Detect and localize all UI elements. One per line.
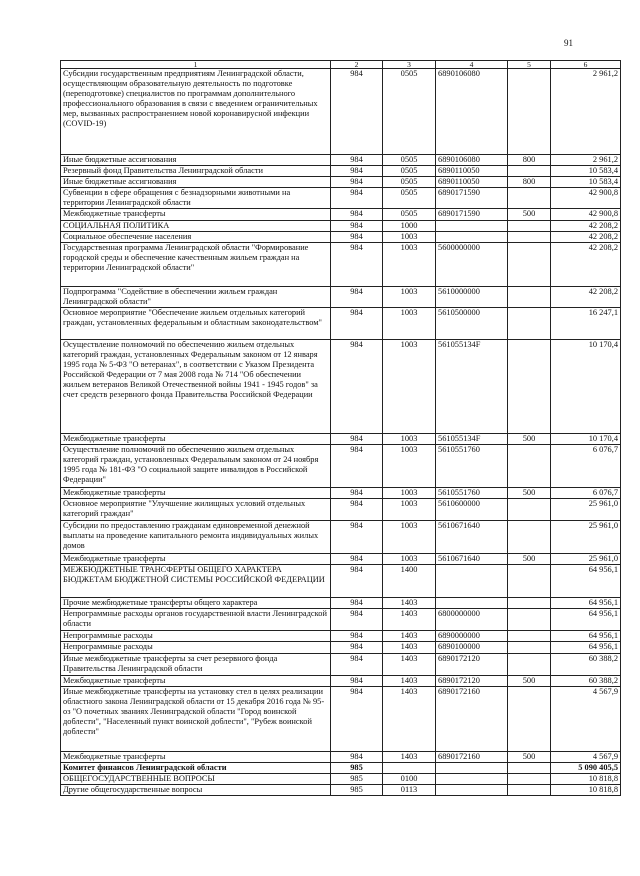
row-section: 1403 <box>383 609 436 631</box>
row-expense-type <box>508 773 551 784</box>
table-row <box>61 499 621 521</box>
table-row <box>61 220 621 231</box>
row-target-article: 5610671640 <box>436 521 508 554</box>
row-target-article: 6890172160 <box>436 686 508 751</box>
row-amount: 25 961,0 <box>551 554 621 565</box>
row-name: Основное мероприятие "Обеспечение жильем отдельных категорий граждан, установленных федеральным и областным законодательством" <box>61 307 331 339</box>
row-amount: 6 076,7 <box>551 445 621 488</box>
row-expense-type <box>508 521 551 554</box>
row-target-article <box>436 784 508 795</box>
row-amount: 10 818,8 <box>551 784 621 795</box>
row-expense-type <box>508 242 551 286</box>
row-name: Осуществление полномочий по обеспечению жильем отдельных категорий граждан, установленных Федеральным законом от 12 января 1995 года № 5-ФЗ "О ветеранах", в соответствии с Указом Президента Российской Федерации от 7 мая 2008 года № 714 "Об обеспечении жильем ветеранов Великой Отечественной войны 1941 - 1945 годов" за счет средств резервного фонда Правительства Российской Федерации <box>61 339 331 433</box>
row-grbs: 984 <box>331 609 383 631</box>
row-target-article <box>436 231 508 242</box>
row-amount: 2 961,2 <box>551 155 621 166</box>
row-amount: 42 900,8 <box>551 188 621 209</box>
row-section: 1003 <box>383 488 436 499</box>
row-grbs: 984 <box>331 653 383 675</box>
row-name: Межбюджетные трансферты <box>61 675 331 686</box>
row-amount: 2 961,2 <box>551 69 621 155</box>
table-row <box>61 773 621 784</box>
row-target-article: 5610551760 <box>436 445 508 488</box>
row-name: Непрограммные расходы <box>61 642 331 653</box>
table-row <box>61 339 621 433</box>
row-grbs: 984 <box>331 209 383 220</box>
table-row <box>61 751 621 762</box>
row-amount: 10 170,4 <box>551 339 621 433</box>
row-section: 1403 <box>383 642 436 653</box>
table-row <box>61 653 621 675</box>
row-amount: 42 208,2 <box>551 286 621 307</box>
row-expense-type <box>508 166 551 177</box>
row-name: СОЦИАЛЬНАЯ ПОЛИТИКА <box>61 220 331 231</box>
row-grbs: 984 <box>331 231 383 242</box>
row-target-article <box>436 773 508 784</box>
row-name: Социальное обеспечение населения <box>61 231 331 242</box>
row-section: 0505 <box>383 188 436 209</box>
row-section: 1403 <box>383 686 436 751</box>
row-amount: 64 956,1 <box>551 642 621 653</box>
table-row <box>61 675 621 686</box>
row-section <box>383 762 436 773</box>
row-amount: 42 208,2 <box>551 231 621 242</box>
table-row <box>61 166 621 177</box>
row-amount: 42 900,8 <box>551 209 621 220</box>
row-section: 1003 <box>383 307 436 339</box>
row-expense-type <box>508 188 551 209</box>
row-target-article: 5600000000 <box>436 242 508 286</box>
row-section: 1403 <box>383 751 436 762</box>
row-target-article: 6890171590 <box>436 209 508 220</box>
row-section: 1403 <box>383 675 436 686</box>
row-target-article <box>436 565 508 598</box>
row-name: ОБЩЕГОСУДАРСТВЕННЫЕ ВОПРОСЫ <box>61 773 331 784</box>
row-grbs: 984 <box>331 565 383 598</box>
row-section: 1403 <box>383 631 436 642</box>
table-row <box>61 598 621 609</box>
header-col-2: 2 <box>331 61 383 69</box>
row-name: Межбюджетные трансферты <box>61 433 331 444</box>
row-name: Межбюджетные трансферты <box>61 751 331 762</box>
header-col-5: 5 <box>508 61 551 69</box>
row-name: Межбюджетные трансферты <box>61 554 331 565</box>
table-row <box>61 642 621 653</box>
row-target-article: 5610500000 <box>436 307 508 339</box>
row-grbs: 984 <box>331 445 383 488</box>
table-row <box>61 762 621 773</box>
row-grbs: 984 <box>331 307 383 339</box>
table-row <box>61 188 621 209</box>
row-amount: 64 956,1 <box>551 598 621 609</box>
row-section: 1003 <box>383 231 436 242</box>
row-expense-type <box>508 445 551 488</box>
row-section: 0113 <box>383 784 436 795</box>
row-expense-type <box>508 642 551 653</box>
row-amount: 60 388,2 <box>551 675 621 686</box>
row-grbs: 984 <box>331 499 383 521</box>
row-target-article: 6890171590 <box>436 188 508 209</box>
table-row <box>61 445 621 488</box>
row-section: 1003 <box>383 433 436 444</box>
row-expense-type <box>508 653 551 675</box>
row-target-article <box>436 598 508 609</box>
header-row <box>61 61 621 69</box>
row-target-article: 6890000000 <box>436 631 508 642</box>
row-name: Подпрограмма "Содействие в обеспечении жильем граждан Ленинградской области" <box>61 286 331 307</box>
row-name: Межбюджетные трансферты <box>61 209 331 220</box>
header-col-4: 4 <box>436 61 508 69</box>
row-name: Иные бюджетные ассигнования <box>61 155 331 166</box>
row-name: Другие общегосударственные вопросы <box>61 784 331 795</box>
row-section: 1003 <box>383 339 436 433</box>
row-name: Государственная программа Ленинградской области "Формирование городской среды и обеспечение качественным жильем граждан на территории Ленинградской области" <box>61 242 331 286</box>
table-row <box>61 488 621 499</box>
row-expense-type <box>508 499 551 521</box>
table-row <box>61 231 621 242</box>
row-grbs: 984 <box>331 675 383 686</box>
row-name: МЕЖБЮДЖЕТНЫЕ ТРАНСФЕРТЫ ОБЩЕГО ХАРАКТЕРА БЮДЖЕТАМ БЮДЖЕТНОЙ СИСТЕМЫ РОССИЙСКОЙ ФЕДЕРАЦИИ <box>61 565 331 598</box>
row-amount: 25 961,0 <box>551 499 621 521</box>
table-row <box>61 433 621 444</box>
row-name: Прочие межбюджетные трансферты общего характера <box>61 598 331 609</box>
row-target-article <box>436 220 508 231</box>
row-target-article: 6890110050 <box>436 177 508 188</box>
row-amount: 64 956,1 <box>551 565 621 598</box>
row-grbs: 984 <box>331 166 383 177</box>
row-amount: 64 956,1 <box>551 631 621 642</box>
row-expense-type <box>508 220 551 231</box>
row-grbs: 985 <box>331 762 383 773</box>
row-expense-type <box>508 631 551 642</box>
row-target-article: 5610000000 <box>436 286 508 307</box>
table-row <box>61 69 621 155</box>
table-row <box>61 554 621 565</box>
row-section: 1003 <box>383 499 436 521</box>
row-grbs: 984 <box>331 220 383 231</box>
row-name: Непрограммные расходы органов государственной власти Ленинградской области <box>61 609 331 631</box>
row-name: Непрограммные расходы <box>61 631 331 642</box>
row-expense-type <box>508 69 551 155</box>
table-row <box>61 784 621 795</box>
row-grbs: 984 <box>331 242 383 286</box>
row-section: 0100 <box>383 773 436 784</box>
table-row <box>61 565 621 598</box>
row-section: 0505 <box>383 166 436 177</box>
row-grbs: 984 <box>331 686 383 751</box>
row-grbs: 984 <box>331 554 383 565</box>
row-amount: 4 567,9 <box>551 751 621 762</box>
row-name: Иные бюджетные ассигнования <box>61 177 331 188</box>
row-name: Осуществление полномочий по обеспечению жильем отдельных категорий граждан, установленных Федеральным законом от 24 ноября 1995 года № 181-ФЗ "О социальной защите инвалидов в Российской Федерации" <box>61 445 331 488</box>
row-amount: 25 961,0 <box>551 521 621 554</box>
row-target-article: 561055134F <box>436 433 508 444</box>
row-expense-type: 500 <box>508 488 551 499</box>
row-grbs: 984 <box>331 521 383 554</box>
row-expense-type: 500 <box>508 751 551 762</box>
row-amount: 10 170,4 <box>551 433 621 444</box>
row-amount: 10 583,4 <box>551 166 621 177</box>
row-amount: 42 208,2 <box>551 242 621 286</box>
row-name: Субвенции в сфере обращения с безнадзорными животными на территории Ленинградской области <box>61 188 331 209</box>
row-expense-type: 500 <box>508 675 551 686</box>
row-target-article: 5610600000 <box>436 499 508 521</box>
row-target-article: 6890172120 <box>436 675 508 686</box>
table-row <box>61 155 621 166</box>
row-expense-type: 800 <box>508 155 551 166</box>
table-row <box>61 521 621 554</box>
table-row <box>61 686 621 751</box>
row-target-article: 6890110050 <box>436 166 508 177</box>
row-name: Основное мероприятие "Улучшение жилищных условий отдельных категорий граждан" <box>61 499 331 521</box>
table-row <box>61 609 621 631</box>
row-grbs: 984 <box>331 598 383 609</box>
row-expense-type: 500 <box>508 554 551 565</box>
row-section: 1400 <box>383 565 436 598</box>
table-row <box>61 209 621 220</box>
row-amount: 60 388,2 <box>551 653 621 675</box>
table-row <box>61 631 621 642</box>
row-expense-type <box>508 686 551 751</box>
row-expense-type <box>508 339 551 433</box>
row-amount: 6 076,7 <box>551 488 621 499</box>
header-col-1: 1 <box>61 61 331 69</box>
row-target-article: 6890106080 <box>436 69 508 155</box>
row-name: Межбюджетные трансферты <box>61 488 331 499</box>
row-section: 0505 <box>383 155 436 166</box>
row-grbs: 984 <box>331 339 383 433</box>
row-expense-type <box>508 598 551 609</box>
row-section: 1403 <box>383 598 436 609</box>
row-expense-type <box>508 231 551 242</box>
row-name: Резервный фонд Правительства Ленинградской области <box>61 166 331 177</box>
row-amount: 4 567,9 <box>551 686 621 751</box>
row-amount: 42 208,2 <box>551 220 621 231</box>
row-target-article: 5610551760 <box>436 488 508 499</box>
row-target-article: 6890172160 <box>436 751 508 762</box>
row-grbs: 984 <box>331 69 383 155</box>
row-section: 0505 <box>383 209 436 220</box>
header-col-6: 6 <box>551 61 621 69</box>
row-target-article: 6890100000 <box>436 642 508 653</box>
row-target-article: 6800000000 <box>436 609 508 631</box>
row-amount: 64 956,1 <box>551 609 621 631</box>
row-section: 1403 <box>383 653 436 675</box>
row-section: 1003 <box>383 286 436 307</box>
header-col-3: 3 <box>383 61 436 69</box>
row-grbs: 984 <box>331 751 383 762</box>
row-target-article: 6890172120 <box>436 653 508 675</box>
row-amount: 10 818,8 <box>551 773 621 784</box>
row-target-article: 5610671640 <box>436 554 508 565</box>
row-name: Субсидии по предоставлению гражданам единовременной денежной выплаты на проведение капитального ремонта индивидуальных жилых домов <box>61 521 331 554</box>
row-expense-type <box>508 609 551 631</box>
row-expense-type <box>508 307 551 339</box>
row-name: Иные межбюджетные трансферты за счет резервного фонда Правительства Ленинградской области <box>61 653 331 675</box>
row-grbs: 984 <box>331 188 383 209</box>
row-grbs: 984 <box>331 642 383 653</box>
table-row <box>61 307 621 339</box>
row-section: 1003 <box>383 445 436 488</box>
row-expense-type: 500 <box>508 209 551 220</box>
row-section: 0505 <box>383 69 436 155</box>
row-target-article <box>436 762 508 773</box>
row-target-article: 561055134F <box>436 339 508 433</box>
row-grbs: 984 <box>331 177 383 188</box>
row-name: Субсидии государственным предприятиям Ленинградской области, осуществляющим образовательную деятельность по подготовке (переподготовке) специалистов по программам дополнительного профессионального образования в связи с введением ограничительных мер, вызванных распространением новой коронавирусной инфекции (COVID-19) <box>61 69 331 155</box>
page-number: 91 <box>564 38 573 48</box>
row-section: 1003 <box>383 554 436 565</box>
table-row <box>61 242 621 286</box>
row-name: Комитет финансов Ленинградской области <box>61 762 331 773</box>
row-grbs: 985 <box>331 784 383 795</box>
row-expense-type <box>508 762 551 773</box>
row-name: Иные межбюджетные трансферты на установку стел в целях реализации областного закона Ленинградской области от 15 декабря 2016 года № 95-оз "О почетных званиях Ленинградской области "Город воинской доблести", "Населенный пункт воинской доблести", "Рубеж воинской доблести" <box>61 686 331 751</box>
budget-table <box>60 60 621 796</box>
row-section: 0505 <box>383 177 436 188</box>
row-expense-type: 800 <box>508 177 551 188</box>
row-section: 1003 <box>383 521 436 554</box>
row-expense-type: 500 <box>508 433 551 444</box>
row-expense-type <box>508 286 551 307</box>
row-amount: 10 583,4 <box>551 177 621 188</box>
row-grbs: 984 <box>331 286 383 307</box>
row-section: 1003 <box>383 242 436 286</box>
row-expense-type <box>508 565 551 598</box>
table-row <box>61 286 621 307</box>
row-amount: 5 090 405,5 <box>551 762 621 773</box>
row-grbs: 984 <box>331 488 383 499</box>
row-amount: 16 247,1 <box>551 307 621 339</box>
row-grbs: 985 <box>331 773 383 784</box>
row-grbs: 984 <box>331 631 383 642</box>
row-section: 1000 <box>383 220 436 231</box>
table-row <box>61 177 621 188</box>
row-grbs: 984 <box>331 433 383 444</box>
row-expense-type <box>508 784 551 795</box>
row-target-article: 6890106080 <box>436 155 508 166</box>
row-grbs: 984 <box>331 155 383 166</box>
